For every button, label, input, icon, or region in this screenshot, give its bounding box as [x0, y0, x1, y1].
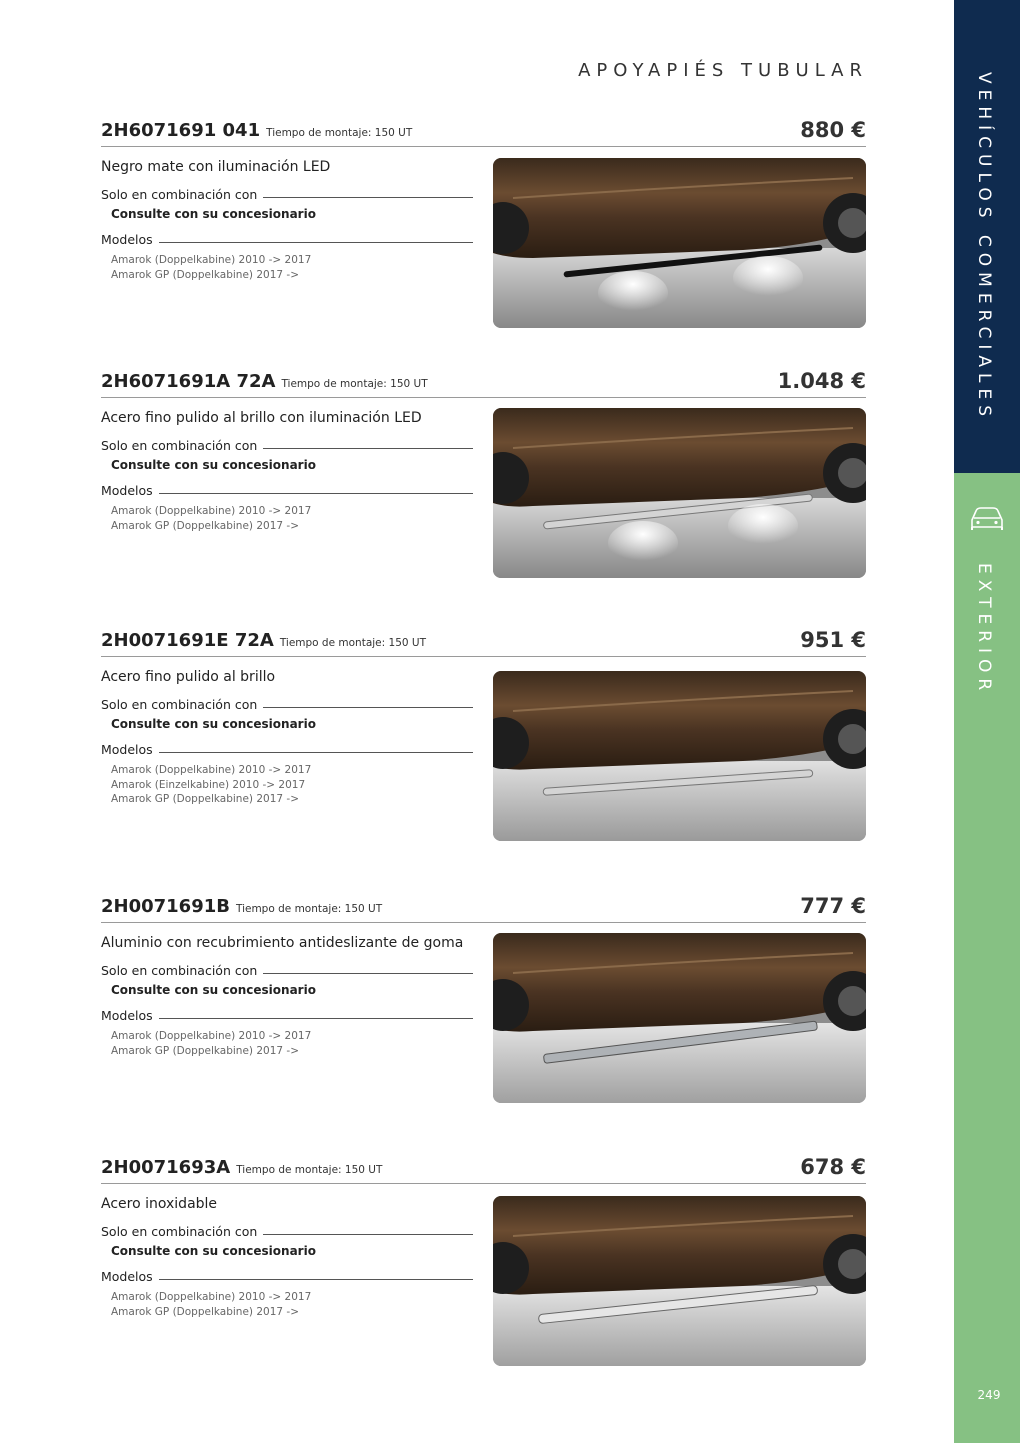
product-header — [101, 118, 866, 147]
divider — [159, 752, 473, 753]
models-label: Modelos — [101, 232, 153, 247]
divider — [159, 493, 473, 494]
product-details — [101, 935, 473, 1058]
models-row — [101, 742, 473, 757]
combination-row — [101, 438, 473, 453]
model-item: Amarok (Doppelkabine) 2010 -> 2017 — [111, 254, 312, 266]
product-description: Acero fino pulido al brillo con iluminación LED — [101, 410, 422, 426]
part-number: 2H0071693A Tiempo de montaje: 150 UT — [101, 1157, 383, 1178]
product-details — [101, 1196, 473, 1319]
part-number: 2H6071691A 72A Tiempo de montaje: 150 UT — [101, 371, 428, 392]
product-header — [101, 1155, 866, 1184]
sidebar-section-label: VEHÍCULOS COMERCIALES — [974, 72, 994, 423]
price: 777 € — [800, 894, 866, 918]
models-list — [101, 1290, 473, 1319]
product-description: Acero inoxidable — [101, 1196, 218, 1212]
dealer-note: Consulte con su concesionario — [111, 717, 316, 731]
price: 880 € — [800, 118, 866, 142]
models-label: Modelos — [101, 1008, 153, 1023]
product-details — [101, 159, 473, 282]
truck-step-image — [493, 671, 866, 841]
models-label: Modelos — [101, 483, 153, 498]
model-item: Amarok GP (Doppelkabine) 2017 -> — [111, 519, 300, 532]
product-description: Aluminio con recubrimiento antideslizante de goma — [101, 935, 464, 951]
mounting-time: Tiempo de montaje: 150 UT — [279, 637, 426, 649]
product-photo — [493, 1196, 866, 1366]
model-item: Amarok (Doppelkabine) 2010 -> 2017 — [111, 505, 312, 517]
model-item: Amarok GP (Doppelkabine) 2017 -> — [111, 1305, 300, 1318]
model-item: Amarok (Doppelkabine) 2010 -> 2017 — [111, 764, 312, 776]
model-item: Amarok GP (Doppelkabine) 2017 -> — [111, 793, 300, 805]
model-item: Amarok GP (Doppelkabine) 2017 -> — [111, 268, 300, 281]
price: 1.048 € — [777, 369, 866, 393]
product-entry — [101, 118, 866, 281]
combination-label: Solo en combinación con — [101, 1224, 258, 1239]
models-list — [101, 253, 473, 282]
divider — [159, 242, 473, 243]
combination-row — [101, 1224, 473, 1239]
mounting-time: Tiempo de montaje: 150 UT — [281, 378, 428, 390]
product-header — [101, 894, 866, 923]
mounting-time: Tiempo de montaje: 150 UT — [235, 903, 383, 915]
product-photo — [493, 933, 866, 1103]
page-title: APOYAPIÉS TUBULAR — [578, 60, 868, 81]
dealer-note: Consulte con su concesionario — [111, 458, 316, 472]
model-item: Amarok (Einzelkabine) 2010 -> 2017 — [111, 778, 306, 791]
combination-row — [101, 187, 473, 202]
product-entry — [101, 894, 866, 1057]
dealer-note: Consulte con su concesionario — [111, 207, 316, 221]
models-label: Modelos — [101, 1269, 153, 1284]
truck-step-image — [493, 158, 866, 328]
models-row — [101, 483, 473, 498]
product-description: Acero fino pulido al brillo — [101, 669, 276, 685]
dealer-note: Consulte con su concesionario — [111, 983, 316, 997]
product-details — [101, 669, 473, 807]
divider — [159, 1279, 473, 1280]
models-list — [101, 1029, 473, 1058]
models-list — [101, 504, 473, 533]
models-label: Modelos — [101, 742, 153, 757]
product-entry — [101, 1155, 866, 1318]
truck-step-image — [493, 933, 866, 1103]
divider — [263, 1234, 473, 1235]
model-item: Amarok GP (Doppelkabine) 2017 -> — [111, 1044, 300, 1057]
truck-step-image — [493, 408, 866, 578]
product-photo — [493, 408, 866, 578]
models-row — [101, 1269, 473, 1284]
car-icon — [968, 503, 1006, 531]
sidebar-subsection-label: EXTERIOR — [974, 563, 994, 697]
product-photo — [493, 671, 866, 841]
models-row — [101, 232, 473, 247]
model-item: Amarok (Doppelkabine) 2010 -> 2017 — [111, 1030, 312, 1042]
part-number: 2H0071691E 72A Tiempo de montaje: 150 UT — [101, 630, 426, 651]
part-number: 2H0071691B Tiempo de montaje: 150 UT — [101, 896, 383, 917]
page-number: 249 — [977, 1388, 1001, 1402]
product-details — [101, 410, 473, 533]
divider — [263, 973, 473, 974]
model-item: Amarok (Doppelkabine) 2010 -> 2017 — [111, 1291, 312, 1303]
price: 678 € — [800, 1155, 866, 1179]
divider — [263, 448, 473, 449]
part-number: 2H6071691 041 Tiempo de montaje: 150 UT — [101, 120, 413, 141]
product-description: Negro mate con iluminación LED — [101, 159, 331, 175]
combination-label: Solo en combinación con — [101, 697, 258, 712]
combination-label: Solo en combinación con — [101, 963, 258, 978]
dealer-note: Consulte con su concesionario — [111, 1244, 316, 1258]
price: 951 € — [800, 628, 866, 652]
mounting-time: Tiempo de montaje: 150 UT — [266, 127, 413, 139]
divider — [263, 197, 473, 198]
product-header — [101, 369, 866, 398]
product-entry — [101, 369, 866, 532]
models-list — [101, 763, 473, 807]
divider — [159, 1018, 473, 1019]
mounting-time: Tiempo de montaje: 150 UT — [236, 1164, 383, 1176]
combination-label: Solo en combinación con — [101, 187, 258, 202]
divider — [263, 707, 473, 708]
combination-row — [101, 963, 473, 978]
combination-label: Solo en combinación con — [101, 438, 258, 453]
models-row — [101, 1008, 473, 1023]
truck-step-image — [493, 1196, 866, 1366]
product-entry — [101, 628, 866, 805]
product-header — [101, 628, 866, 657]
product-photo — [493, 158, 866, 328]
combination-row — [101, 697, 473, 712]
